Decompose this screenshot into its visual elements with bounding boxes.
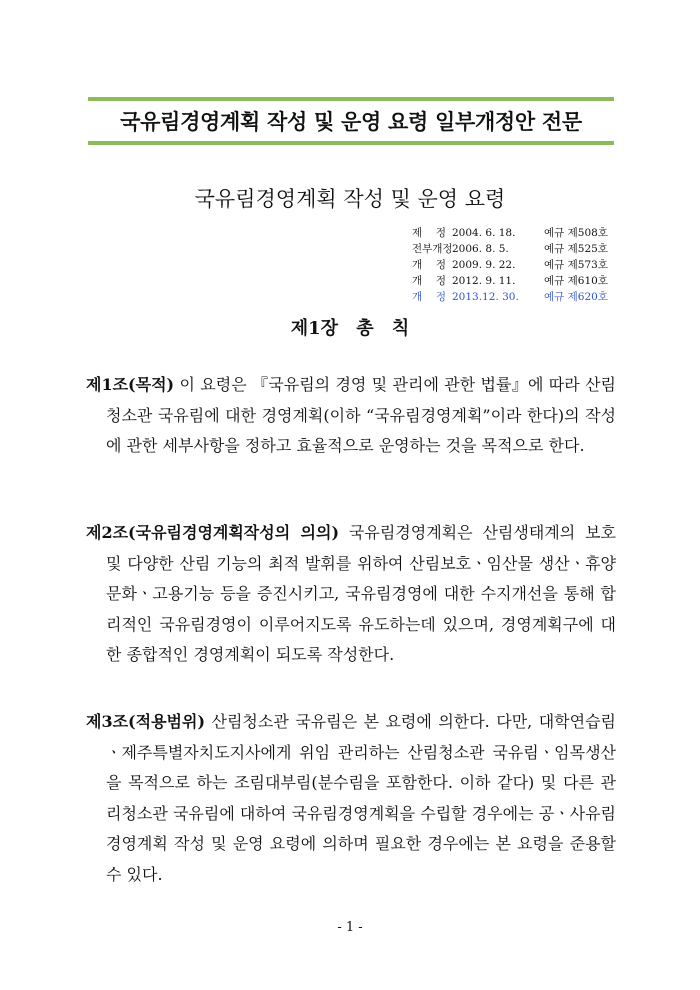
history-kind: 전부개정	[412, 243, 453, 255]
history-number: 예규 제620호	[544, 291, 608, 303]
page-number: - 1 -	[337, 920, 363, 935]
history-number: 예규 제508호	[544, 227, 608, 239]
history-kind: 개 정	[412, 275, 446, 287]
document-banner	[88, 97, 614, 145]
article-text	[86, 370, 616, 462]
document-title: 국유림경영계획 작성 및 운영 요령	[194, 187, 506, 211]
history-date: 2012. 9. 11.	[452, 275, 516, 287]
history-row-latest	[412, 289, 612, 305]
history-number: 예규 제525호	[544, 243, 608, 255]
history-number: 예규 제610호	[544, 275, 608, 287]
history-row	[412, 257, 612, 273]
article-3	[86, 707, 616, 890]
history-date: 2009. 9. 22.	[452, 259, 516, 271]
history-date: 2004. 6. 18.	[452, 227, 516, 239]
history-row	[412, 273, 612, 289]
chapter-heading: 제1장 총 칙	[290, 318, 410, 339]
article-text	[86, 707, 616, 890]
history-date: 2013.12. 30.	[452, 291, 519, 303]
article-heading: 제2조(국유림경영계획작성의 의의)	[86, 523, 340, 542]
article-body: 산림청소관 국유림은 본 요령에 의한다. 다만, 대학연습림ㆍ제주특별자치도지사에게 위임 관리하는 산림청소관 국유림ㆍ임목생산을 목적으로 하는 조림대부림(분수림을 포함한다. 이하 같다) 및 다른 관리청소관 국유림에 대하여 국유림경영계획을 수립할 경우에는 공ㆍ사유림경영계획 작성 및 운영 요령에 의하며 필요한 경우에는 본 요령을 준용할 수 있다.	[106, 712, 616, 884]
history-kind: 제 정	[412, 227, 446, 239]
history-kind: 개 정	[412, 291, 446, 303]
article-text	[86, 518, 616, 671]
article-2	[86, 518, 616, 671]
history-row	[412, 241, 612, 257]
article-heading: 제3조(적용범위)	[86, 712, 206, 731]
banner-title: 국유림경영계획 작성 및 운영 요령 일부개정안 전문	[120, 110, 582, 134]
article-body: 이 요령은 『국유림의 경영 및 관리에 관한 법률』에 따라 산림청소관 국유림에 대한 경영계획(이하 “국유림경영계획”이라 한다)의 작성에 관한 세부사항을 정하고 효율적으로 운영하는 것을 목적으로 한다.	[106, 375, 616, 455]
article-heading: 제1조(목적)	[86, 375, 175, 394]
history-date: 2006. 8. 5.	[452, 243, 509, 255]
history-row	[412, 225, 612, 241]
article-body: 국유림경영계획은 산림생태계의 보호 및 다양한 산림 기능의 최적 발휘를 위하여 산림보호ㆍ임산물 생산ㆍ휴양문화ㆍ고용기능 등을 증진시키고, 국유림경영에 대한 수지개선을 통해 합리적인 국유림경영이 이루어지도록 유도하는데 있으며, 경영계획구에 대한 종합적인 경영계획이 되도록 작성한다.	[106, 523, 616, 664]
amendment-history	[412, 225, 612, 305]
article-1	[86, 370, 616, 462]
history-number: 예규 제573호	[544, 259, 608, 271]
history-kind: 개 정	[412, 259, 446, 271]
